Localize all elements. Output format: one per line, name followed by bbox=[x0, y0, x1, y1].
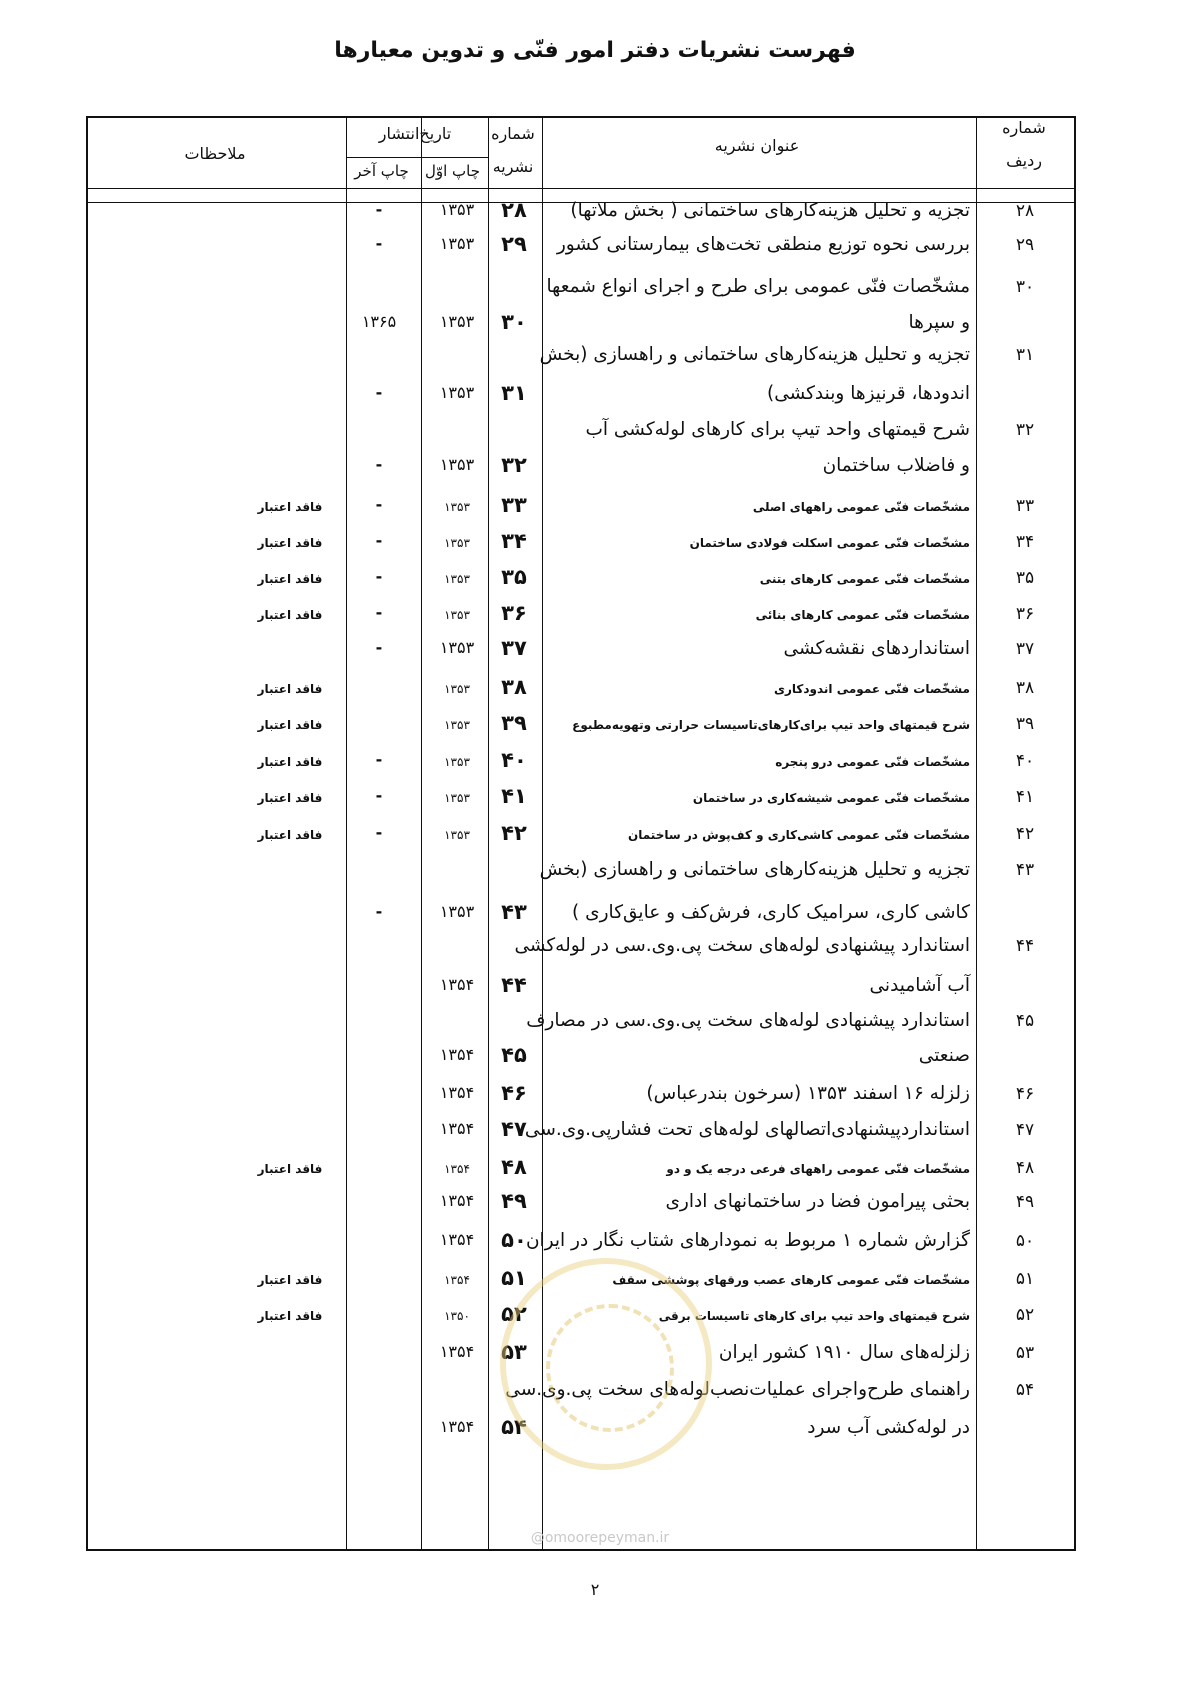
publication-number: ۳۰ bbox=[501, 310, 527, 334]
last-print-year: ۱۳۶۵ bbox=[361, 312, 397, 331]
publication-title: تجزیه و تحلیل هزینه‌کارهای ساختمانی ( بخش ملاتها) bbox=[570, 200, 970, 221]
row-number: ۲۸ bbox=[1015, 201, 1035, 221]
publication-number: ۴۴ bbox=[501, 973, 527, 997]
header-pub-number-line2: نشریه bbox=[492, 157, 534, 177]
publication-title: و فاضلاب ساختمان bbox=[822, 455, 970, 476]
row-number: ۴۷ bbox=[1015, 1120, 1035, 1140]
publication-title: مشخّصات فنّی عمومی راههای فرعی درجه یک و دو bbox=[666, 1162, 970, 1176]
publication-title: مشخّصات فنّی عمومی کارهای بتنی bbox=[759, 572, 970, 586]
publication-title: تجزیه و تحلیل هزینه‌کارهای ساختمانی و راهسازی (بخش bbox=[539, 859, 970, 880]
publication-title: راهنمای طرح‌واجرای عملیات‌نصب‌لوله‌های سخت پی.وی.سی bbox=[505, 1379, 970, 1400]
publication-title: استاندارد پیشنهادی لوله‌های سخت پی.وی.سی در لوله‌کشی bbox=[514, 935, 970, 956]
publication-number: ۴۷ bbox=[501, 1117, 527, 1141]
row-number: ۵۴ bbox=[1015, 1380, 1035, 1400]
first-print-year: ۱۳۵۳ bbox=[444, 536, 470, 550]
first-print-year: ۱۳۵۴ bbox=[439, 1342, 475, 1361]
last-print-year: - bbox=[375, 603, 383, 622]
status-note: فاقد اعتبار bbox=[257, 1309, 323, 1323]
first-print-year: ۱۳۵۳ bbox=[444, 608, 470, 622]
first-print-year: ۱۳۵۳ bbox=[439, 234, 475, 253]
header-title: عنوان نشریه bbox=[714, 136, 800, 155]
publication-title: مشخّصات فنّی عمومی کارهای عصب ورقهای پوششی سقف bbox=[612, 1273, 970, 1287]
publication-title: کاشی کاری، سرامیک کاری، فرش‌کف و عایق‌کاری ) bbox=[572, 902, 970, 923]
publication-number: ۵۴ bbox=[501, 1415, 527, 1439]
last-print-year: - bbox=[375, 823, 383, 842]
header-pub-number-line1: شماره bbox=[491, 124, 535, 143]
publication-title: بحثی پیرامون فضا در ساختمانهای اداری bbox=[665, 1191, 970, 1212]
first-print-year: ۱۳۵۴ bbox=[439, 1230, 475, 1249]
row-number: ۴۵ bbox=[1015, 1011, 1035, 1031]
row-number: ۳۵ bbox=[1015, 568, 1035, 588]
publication-number: ۴۶ bbox=[501, 1081, 527, 1105]
first-print-year: ۱۳۵۴ bbox=[439, 1119, 475, 1138]
status-note: فاقد اعتبار bbox=[257, 572, 323, 586]
publication-number: ۴۰ bbox=[501, 748, 527, 772]
page-number: ۲ bbox=[590, 1580, 600, 1599]
row-number: ۴۲ bbox=[1015, 824, 1035, 844]
first-print-year: ۱۳۵۳ bbox=[444, 718, 470, 732]
row-number: ۴۶ bbox=[1015, 1084, 1035, 1104]
first-print-year: ۱۳۵۰ bbox=[444, 1309, 470, 1323]
publication-title: شرح قیمتهای واحد تیپ برای‌کارهای‌تاسیسات حرارتی وتهویه‌مطبوع bbox=[572, 718, 970, 732]
first-print-year: ۱۳۵۳ bbox=[444, 791, 470, 805]
row-number: ۵۲ bbox=[1015, 1305, 1035, 1325]
row-number: ۴۸ bbox=[1015, 1158, 1035, 1178]
publication-title: مشخّصات فنّی عمومی راههای اصلی bbox=[752, 500, 970, 514]
header-pub-number bbox=[486, 124, 540, 176]
publication-title: مشخّصات فنّی عمومی شیشه‌کاری در ساختمان bbox=[692, 791, 970, 805]
row-number: ۳۲ bbox=[1015, 420, 1035, 440]
last-print-year: - bbox=[375, 638, 383, 657]
publication-title: و سپرها bbox=[908, 312, 970, 333]
row-number: ۴۰ bbox=[1015, 751, 1035, 771]
row-number: ۵۰ bbox=[1015, 1231, 1035, 1251]
header-bottom-line bbox=[88, 188, 1074, 189]
row-number: ۲۹ bbox=[1015, 235, 1035, 255]
publication-title: زلزله‌های سال ۱۹۱۰ کشور ایران bbox=[718, 1342, 970, 1363]
publication-number: ۴۵ bbox=[501, 1043, 527, 1067]
first-print-year: ۱۳۵۳ bbox=[444, 500, 470, 514]
publication-title: مشخّصات فنّی عمومی اندودکاری bbox=[773, 682, 970, 696]
status-note: فاقد اعتبار bbox=[257, 755, 323, 769]
first-print-year: ۱۳۵۳ bbox=[439, 902, 475, 921]
publication-number: ۳۹ bbox=[501, 711, 527, 735]
publication-title: مشخّصات فنّی عمومی کارهای بنائی bbox=[755, 608, 970, 622]
status-note: فاقد اعتبار bbox=[257, 828, 323, 842]
status-note: فاقد اعتبار bbox=[257, 500, 323, 514]
first-print-year: ۱۳۵۳ bbox=[444, 572, 470, 586]
first-print-year: ۱۳۵۴ bbox=[439, 1083, 475, 1102]
publication-title: مشخّصات فنّی عمومی درو پنجره bbox=[775, 755, 970, 769]
publication-number: ۳۵ bbox=[501, 565, 527, 589]
publication-title: استانداردهای نقشه‌کشی bbox=[783, 638, 970, 659]
publication-number: ۴۸ bbox=[501, 1155, 527, 1179]
publication-number: ۳۸ bbox=[501, 675, 527, 699]
header-row-line1: شماره bbox=[1002, 118, 1046, 137]
publication-title: مشخّصات فنّی عمومی برای طرح و اجرای انواع شمعها bbox=[546, 276, 970, 297]
publication-title: مشخّصات فنّی عمومی اسکلت فولادی ساختمان bbox=[689, 536, 970, 550]
status-note: فاقد اعتبار bbox=[257, 682, 323, 696]
header-row bbox=[974, 118, 1074, 170]
last-print-year: - bbox=[375, 455, 383, 474]
row-number: ۳۰ bbox=[1015, 277, 1035, 297]
last-print-year: - bbox=[375, 531, 383, 550]
status-note: فاقد اعتبار bbox=[257, 608, 323, 622]
publication-title: مشخّصات فنّی عمومی کاشی‌کاری و کف‌پوش در ساختمان bbox=[628, 828, 970, 842]
last-print-year: - bbox=[375, 567, 383, 586]
publication-title: صنعتی bbox=[918, 1045, 970, 1066]
row-number: ۴۳ bbox=[1015, 860, 1035, 880]
header-row-line2: ردیف bbox=[1006, 151, 1042, 171]
last-print-year: - bbox=[375, 786, 383, 805]
publication-title: استانداردپیشنهادی‌اتصالهای لوله‌های تحت فشارپی.وی.سی bbox=[524, 1119, 970, 1140]
first-print-year: ۱۳۵۴ bbox=[444, 1273, 470, 1287]
publication-title: شرح قیمتهای واحد تیپ برای کارهای تاسیسات برقی bbox=[658, 1309, 970, 1323]
last-print-year: - bbox=[375, 902, 383, 921]
publication-title: در لوله‌کشی آب سرد bbox=[807, 1417, 970, 1438]
row-number: ۳۹ bbox=[1015, 714, 1035, 734]
last-print-year: - bbox=[375, 383, 383, 402]
first-print-year: ۱۳۵۳ bbox=[439, 312, 475, 331]
first-print-year: ۱۳۵۳ bbox=[439, 455, 475, 474]
header-publish-date: تاریخ‌انتشار bbox=[378, 124, 452, 143]
row-number: ۵۳ bbox=[1015, 1343, 1035, 1363]
row-number: ۳۷ bbox=[1015, 639, 1035, 659]
watermark-seal bbox=[500, 1258, 712, 1470]
publication-number: ۴۹ bbox=[501, 1189, 527, 1213]
first-print-year: ۱۳۵۳ bbox=[439, 200, 475, 219]
row-number: ۵۱ bbox=[1015, 1269, 1035, 1289]
publication-title: اندودها، قرنیزها وبندکشی) bbox=[766, 383, 970, 404]
first-print-year: ۱۳۵۳ bbox=[444, 682, 470, 696]
publication-title: تجزیه و تحلیل هزینه‌کارهای ساختمانی و راهسازی (بخش bbox=[539, 344, 970, 365]
status-note: فاقد اعتبار bbox=[257, 1273, 323, 1287]
publication-title: شرح قیمتهای واحد تیپ برای کارهای لوله‌کشی آب bbox=[585, 419, 970, 440]
status-note: فاقد اعتبار bbox=[257, 536, 323, 550]
publication-number: ۳۳ bbox=[501, 493, 527, 517]
publication-number: ۲۸ bbox=[501, 198, 527, 222]
first-print-year: ۱۳۵۳ bbox=[444, 828, 470, 842]
row-number: ۴۱ bbox=[1015, 787, 1035, 807]
publication-number: ۴۱ bbox=[501, 784, 527, 808]
header-last-print: چاپ آخر bbox=[354, 162, 409, 180]
row-number: ۴۹ bbox=[1015, 1192, 1035, 1212]
status-note: فاقد اعتبار bbox=[257, 718, 323, 732]
row-number: ۴۴ bbox=[1015, 936, 1035, 956]
last-print-year: - bbox=[375, 750, 383, 769]
row-number: ۳۸ bbox=[1015, 678, 1035, 698]
column-divider bbox=[976, 118, 977, 1549]
last-print-year: - bbox=[375, 234, 383, 253]
publication-number: ۴۳ bbox=[501, 900, 527, 924]
publication-title: استاندارد پیشنهادی لوله‌های سخت پی.وی.سی در مصارف bbox=[526, 1010, 970, 1031]
publication-number: ۳۶ bbox=[501, 601, 527, 625]
header-notes: ملاحظات bbox=[184, 144, 246, 163]
first-print-year: ۱۳۵۳ bbox=[439, 383, 475, 402]
row-number: ۳۳ bbox=[1015, 496, 1035, 516]
publication-number: ۳۲ bbox=[501, 453, 527, 477]
status-note: فاقد اعتبار bbox=[257, 1162, 323, 1176]
publication-number: ۳۷ bbox=[501, 636, 527, 660]
publication-number: ۳۱ bbox=[501, 381, 527, 405]
first-print-year: ۱۳۵۴ bbox=[439, 1417, 475, 1436]
header-first-print: چاپ اوّل bbox=[424, 162, 481, 180]
date-subheader-line bbox=[346, 157, 488, 158]
publication-title: گزارش شماره ۱ مربوط به نمودارهای شتاب نگار در ایران bbox=[525, 1230, 970, 1251]
first-print-year: ۱۳۵۴ bbox=[444, 1162, 470, 1176]
first-print-year: ۱۳۵۴ bbox=[439, 975, 475, 994]
row-number: ۳۶ bbox=[1015, 604, 1035, 624]
status-note: فاقد اعتبار bbox=[257, 791, 323, 805]
publication-title: زلزله ۱۶ اسفند ۱۳۵۳ (سرخون بندرعباس) bbox=[646, 1083, 970, 1104]
first-print-year: ۱۳۵۳ bbox=[439, 638, 475, 657]
publication-number: ۳۴ bbox=[501, 529, 527, 553]
page-title: فهرست نشریات دفتر امور فنّی و تدوین معیارها bbox=[334, 38, 856, 63]
publication-number: ۵۳ bbox=[501, 1340, 527, 1364]
publication-number: ۵۱ bbox=[501, 1266, 527, 1290]
publication-number: ۴۲ bbox=[501, 821, 527, 845]
publication-number: ۵۰ bbox=[501, 1228, 527, 1252]
first-print-year: ۱۳۵۴ bbox=[439, 1191, 475, 1210]
last-print-year: - bbox=[375, 200, 383, 219]
publication-title: آب آشامیدنی bbox=[869, 975, 970, 996]
first-print-year: ۱۳۵۴ bbox=[439, 1045, 475, 1064]
watermark-text: @omoorepeyman.ir bbox=[530, 1530, 670, 1546]
row-number: ۳۴ bbox=[1015, 532, 1035, 552]
publication-number: ۲۹ bbox=[501, 232, 527, 256]
publication-title: بررسی نحوه توزیع منطقی تخت‌های بیمارستانی کشور bbox=[556, 234, 970, 255]
publication-number: ۵۲ bbox=[501, 1302, 527, 1326]
row-number: ۳۱ bbox=[1015, 345, 1035, 365]
first-print-year: ۱۳۵۳ bbox=[444, 755, 470, 769]
last-print-year: - bbox=[375, 495, 383, 514]
